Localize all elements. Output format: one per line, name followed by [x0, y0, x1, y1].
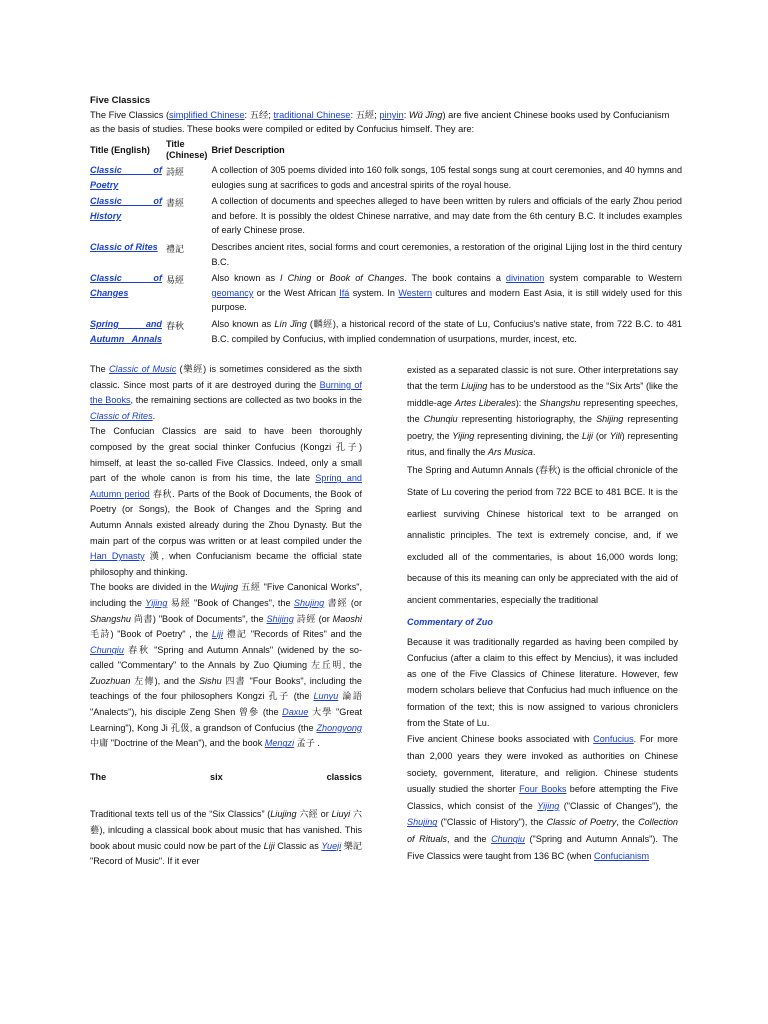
- link-lunyu[interactable]: Lunyu: [313, 691, 339, 702]
- text: Also known as: [211, 318, 275, 329]
- text: 五經 "Five Canonical Works", including the: [90, 582, 363, 608]
- term: Maoshi: [332, 613, 362, 624]
- text: representing poetry, the: [407, 414, 678, 441]
- term: Liji: [263, 840, 275, 851]
- intro-text: : 五經;: [350, 110, 380, 120]
- link-classic-of-music[interactable]: Classic of Music: [108, 364, 177, 374]
- text: before attempting the Five Classics, which consist of the: [407, 784, 679, 811]
- text: representing historiography, the: [457, 414, 597, 425]
- term: Wujing: [210, 582, 239, 593]
- six-classics-heading: [90, 770, 362, 786]
- text: 中庸 "Doctrine of the Mean"), and the book: [90, 738, 265, 749]
- text: , and the: [446, 833, 492, 844]
- term: Classic of Poetry: [546, 817, 617, 828]
- term: I Ching: [280, 273, 312, 284]
- link-shujing[interactable]: Shujing: [407, 817, 438, 828]
- term: Shangshu: [90, 613, 131, 624]
- term: Lín Jīng: [274, 318, 307, 329]
- text: , the remaining sections are collected as two books in the: [130, 395, 362, 406]
- pinyin-term: Wǔ Jīng: [408, 110, 443, 120]
- link-chunqiu[interactable]: Chunqiu: [90, 644, 124, 655]
- term: Shangshu: [539, 397, 581, 408]
- link-commentary-of-zuo[interactable]: Commentary of Zuo: [407, 616, 493, 627]
- description-cell: A collection of documents and speeches alleged to have been written by rulers and officials of the early Zhou period and before. It is possibly the oldest Chinese narrative, and may date from the 6th century B.C. It includes examples of early Chinese prose.: [211, 196, 682, 236]
- link-classic-of-history[interactable]: Classic of History: [90, 196, 162, 221]
- link-zhongyong[interactable]: Zhongyong: [316, 722, 362, 733]
- paragraph-traditional-texts: [90, 807, 362, 869]
- header-title-english: Title (English): [90, 144, 150, 155]
- paragraph-spring-autumn-annals: The Spring and Autumn Annals (春秋) is the official chronicle of the State of Lu covering the period from 722 BCE to 481 BCE. It is the earliest surviving Chinese historical text to be arranged on annalistic principles. The text is extremely concise, and, if we excluded all of the commentaries, is about 16,000 words long; because of this its meaning can only be appreciated with the aid of ancient commentaries, especially the traditional: [407, 465, 678, 605]
- text: ("Spring and Autumn Annals"). The Five Classics were taught from 136 BC (when: [407, 833, 678, 861]
- text: .: [152, 410, 156, 421]
- link-shujing[interactable]: Shujing: [293, 597, 325, 608]
- title-english-cell[interactable]: [88, 193, 164, 239]
- term: Liuyi: [331, 809, 351, 820]
- link-pinyin[interactable]: pinyin: [379, 110, 404, 120]
- text: 春秋. Parts of the Book of Documents, the Book of Poetry (or Songs), the Book of Changes and the Spring and Autumn Annals existed already during the Zhou Dynasty. But the main part of the corpus was written or at least compiled under the: [90, 488, 362, 546]
- link-divination[interactable]: divination: [505, 273, 545, 284]
- text: Traditional texts tell us of the “Six Classics” (: [90, 809, 271, 820]
- text: 禮記 "Records of Rites" and the: [222, 629, 362, 640]
- text: 大學 "Great Learning"), Kong Ji 孔伋, a grandson of Confucius (the: [90, 707, 362, 733]
- term: Artes Liberales: [454, 397, 516, 408]
- link-geomancy[interactable]: geomancy: [211, 287, 254, 298]
- text: 孟子 .: [294, 738, 320, 749]
- intro-text: The Five Classics (: [90, 110, 170, 120]
- description-cell: A collection of 305 poems divided into 160 folk songs, 105 festal songs sung at court ceremonies, and 40 hymns and eulogies sung at sacrifices to gods and ancestral spirits of the royal house.: [211, 165, 682, 190]
- link-liji[interactable]: Liji: [211, 629, 223, 640]
- term: Chunqiu: [423, 414, 458, 425]
- text: has to be understood as the “Six Arts” (like the middle-age: [407, 381, 679, 408]
- title-english-cell[interactable]: [88, 270, 164, 316]
- text: Five ancient Chinese books associated with: [407, 734, 594, 745]
- text: 樂記 "Record of Music". If it ever: [90, 840, 362, 867]
- title-english-cell[interactable]: [88, 239, 164, 270]
- term: Collection of Rituals: [407, 817, 678, 844]
- text: cultures and modern East Asia, it is still widely used for this purpose.: [211, 287, 682, 313]
- text: The: [90, 364, 109, 374]
- term: Liujing: [270, 809, 297, 820]
- document-title: Five Classics: [90, 95, 151, 106]
- term: Sishu: [198, 675, 222, 686]
- text: ("Classic of History"), the: [437, 817, 547, 828]
- link-burning-of-the-books[interactable]: Burning of the Books: [90, 379, 362, 406]
- term: Ars Musica: [487, 447, 533, 458]
- title-chinese-cell: 書經: [166, 199, 185, 210]
- text: , the: [616, 817, 639, 828]
- text: 書經 (or: [324, 597, 362, 608]
- text: 漢, when Confucianism became the official state philosophy and thinking.: [90, 551, 362, 577]
- text: system. In: [349, 287, 399, 298]
- text: or: [311, 273, 330, 284]
- text: 六藝), inlcuding a classical book about music that has vanished. This book about music could now be part of the: [90, 809, 363, 851]
- term: Shijing: [596, 414, 624, 425]
- text: or the West African: [253, 287, 340, 298]
- table-header-row: [88, 138, 684, 162]
- link-simplified-chinese[interactable]: simplified Chinese: [169, 110, 245, 120]
- title-english-cell[interactable]: [88, 162, 164, 193]
- link-classic-of-rites[interactable]: Classic of Rites: [90, 410, 153, 421]
- text: .: [532, 447, 536, 458]
- text: 易經 "Book of Changes", the: [167, 597, 294, 608]
- text: . The book contains a: [404, 273, 506, 284]
- term: Book of Changes: [329, 273, 405, 284]
- link-spring-and-autumn-period[interactable]: Spring and Autumn period: [90, 473, 362, 499]
- link-daxue[interactable]: Daxue: [282, 707, 309, 718]
- title-english-cell[interactable]: [88, 316, 164, 347]
- text: 論語 "Analects"), his disciple Zeng Shen 曾參 (the: [90, 691, 363, 718]
- title-chinese-cell: 禮記: [166, 244, 185, 255]
- text: 四書 "Four Books", including the teachings of the four philosophers Kongzi 孔子 (the: [90, 675, 362, 702]
- intro-text: : 五经;: [244, 110, 274, 120]
- link-classic-of-changes[interactable]: Classic of Changes: [90, 273, 162, 298]
- link-classic-of-poetry[interactable]: Classic of Poetry: [90, 165, 162, 190]
- heading-word: classics: [326, 771, 362, 782]
- text: ) representing ritus, and finally the: [407, 430, 678, 458]
- description-cell: [209, 270, 684, 316]
- title-chinese-cell: 春秋: [166, 321, 185, 332]
- paragraph-books-divided: [90, 580, 362, 752]
- text: 詩經 (or: [293, 613, 333, 624]
- link-yijing[interactable]: Yijing: [145, 597, 168, 608]
- text: 六經 or: [296, 809, 332, 820]
- text: 左傳), and the: [130, 675, 199, 686]
- paragraph-classic-of-music: [90, 362, 362, 424]
- text: (麟經), a historical record of the state of Lu, Confucius's native state, from 722 B.C. to 481 B.C. compiled by Confucius, with implied condemnation of usurpations, murder, incest, etc.: [211, 318, 682, 344]
- link-shijing[interactable]: Shijing: [266, 613, 294, 624]
- link-confucius[interactable]: Confucius: [593, 734, 634, 745]
- title-chinese-cell: 詩經: [166, 168, 185, 178]
- text: (樂經) is sometimes considered as the sixth classic. Since most parts of it are destroyed during the: [90, 364, 362, 390]
- intro-text: ) are five ancient Chinese books used by Confucianism as the basis of studies. These books were compiled or edited by Confucius himself. They are:: [90, 110, 670, 134]
- table-row: [88, 239, 684, 270]
- paragraph-confucian-classics: [90, 424, 362, 580]
- right-column: [407, 362, 678, 864]
- text: 毛詩) "Book of Poetry" , the: [90, 629, 212, 640]
- title-chinese-cell: 易經: [166, 276, 185, 287]
- text: ): the: [515, 397, 540, 408]
- text: system comparable to Western: [544, 273, 682, 284]
- term: Liji: [581, 430, 594, 441]
- text: ("Classic of Changes"), the: [559, 800, 678, 811]
- term: Yili: [609, 430, 622, 441]
- five-classics-table: [88, 138, 684, 347]
- text: representing speeches, the: [407, 397, 679, 425]
- link-ifa[interactable]: Ifá: [339, 287, 350, 298]
- text: representing divining, the: [474, 430, 582, 441]
- term: Yijing: [452, 430, 475, 441]
- text: . For more than 2,000 years they were invoked as authorities on Chinese society, government, literature, and religion. Chinese students usually studied the shorter: [407, 734, 678, 795]
- table-row: [88, 316, 684, 347]
- paragraph-five-ancient-books: [407, 731, 678, 864]
- link-spring-and-autumn-annals[interactable]: Spring and Autumn Annals: [90, 318, 162, 344]
- left-column: [90, 362, 362, 870]
- heading-word: six: [210, 771, 223, 782]
- header-brief-description: Brief Description: [211, 144, 285, 155]
- text: The Confucian Classics are said to have been thoroughly composed by the great social thinker Confucius (Kongzi 孔子) himself, at least the so-called Five Classics. Indeed, only a small part of the whole canon is from his time, the late: [90, 426, 362, 484]
- text: 尚書) "Book of Documents", the: [130, 613, 267, 624]
- text: (or: [593, 430, 610, 441]
- link-four-books[interactable]: Four Books: [519, 784, 567, 795]
- heading-word: The: [90, 771, 107, 782]
- text: Classic as: [274, 840, 322, 851]
- term: Zuozhuan: [90, 675, 131, 686]
- link-western[interactable]: Western: [398, 287, 433, 298]
- intro-paragraph: [90, 108, 680, 136]
- link-yueji[interactable]: Yueji: [321, 840, 342, 851]
- link-classic-of-rites[interactable]: Classic of Rites: [90, 241, 158, 252]
- paragraph-compiled-by-confucius: Because it was traditionally regarded as having been compiled by Confucius (after a claim to this effect by Mencius), it was included as one of the Five Classics of Chinese literature. However, few modern scholars believe that Confucius had much influence on the formation of the text; this is now assigned to various chroniclers from the State of Lu.: [407, 636, 678, 729]
- link-confucianism[interactable]: Confucianism: [594, 850, 650, 861]
- table-row: [88, 270, 684, 316]
- text: 春秋 "Spring and Autumn Annals" (widened by the so-called "Commentary" to the Annals by Zuo Qiuming 左丘明, the: [90, 644, 362, 671]
- text: existed as a separated classic is not sure. Other interpretations say that the term: [407, 365, 678, 392]
- term: Liujing: [461, 381, 488, 392]
- table-row: [88, 162, 684, 193]
- text: Also known as: [211, 273, 281, 284]
- intro-text: :: [403, 110, 409, 120]
- description-cell: Describes ancient rites, social forms and court ceremonies, a restoration of the original Lijing lost in the third century B.C.: [211, 241, 682, 267]
- table-row: [88, 193, 684, 239]
- text: The books are divided in the: [90, 582, 211, 593]
- link-traditional-chinese[interactable]: traditional Chinese: [273, 110, 351, 120]
- paragraph-six-arts: [407, 362, 678, 460]
- description-cell: [209, 316, 684, 347]
- header-title-chinese: Title (Chinese): [166, 139, 208, 160]
- link-han-dynasty[interactable]: Han Dynasty: [90, 551, 145, 562]
- link-mengzi[interactable]: Mengzi: [264, 738, 295, 749]
- link-yijing[interactable]: Yijing: [537, 800, 560, 811]
- link-chunqiu[interactable]: Chunqiu: [491, 833, 525, 844]
